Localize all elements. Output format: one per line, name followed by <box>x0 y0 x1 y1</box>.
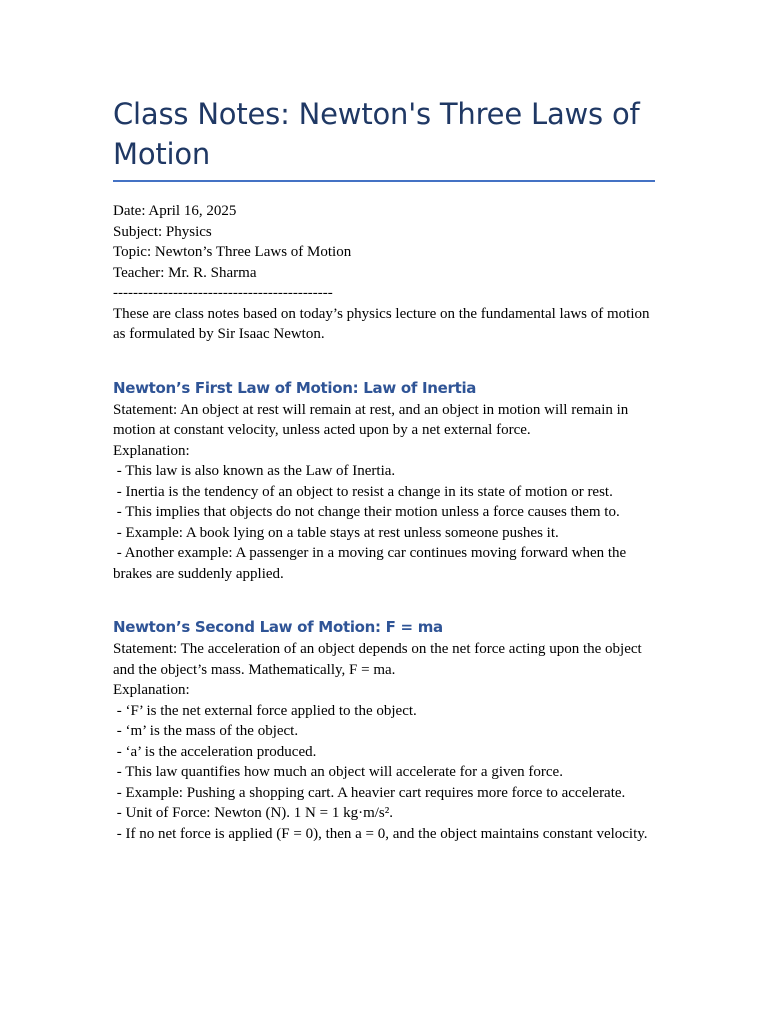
document-title: Class Notes: Newton's Three Laws of Motion <box>113 97 640 171</box>
explanation-label: Explanation: <box>113 682 190 698</box>
section-body-second-law <box>113 639 658 844</box>
explanation-label: Explanation: <box>113 442 190 459</box>
explanation-point: - Another example: A passenger in a moving car continues moving forward when the brakes are suddenly applied. <box>113 545 630 582</box>
explanation-point: - Inertia is the tendency of an object to resist a change in its state of motion or rest. <box>113 483 613 500</box>
teacher-line: Teacher: Mr. R. Sharma <box>113 264 257 281</box>
explanation-point: - ‘m’ is the mass of the object. <box>113 723 299 739</box>
explanation-point: - Example: Pushing a shopping cart. A heavier cart requires more force to accelerate. <box>113 784 626 801</box>
explanation-point: - This law quantifies how much an object will accelerate for a given force. <box>113 764 563 780</box>
section-body-first-law <box>113 400 658 585</box>
topic-line: Topic: Newton’s Three Laws of Motion <box>113 244 352 260</box>
metadata-block <box>113 201 658 345</box>
section-heading-first-law: Newton’s First Law of Motion: Law of Inertia <box>113 378 477 397</box>
subject-line: Subject: Physics <box>113 223 212 240</box>
explanation-point: - ‘F’ is the net external force applied to the object. <box>113 702 417 719</box>
explanation-point: - This implies that objects do not change their motion unless a force causes them to. <box>113 504 620 520</box>
explanation-point: - Example: A book lying on a table stays at rest unless someone pushes it. <box>113 524 559 541</box>
explanation-point: - ‘a’ is the acceleration produced. <box>113 743 317 760</box>
explanation-point: - Unit of Force: Newton (N). 1 N = 1 kg·m/s². <box>113 805 393 821</box>
section-heading-second-law: Newton’s Second Law of Motion: F = ma <box>113 618 443 636</box>
statement-paragraph: Statement: The acceleration of an object depends on the net force acting upon the object and the object’s mass. Mathematically, F = ma. <box>113 641 646 678</box>
explanation-point: - If no net force is applied (F = 0), then a = 0, and the object maintains constant velocity. <box>113 825 648 842</box>
separator-line: -------------------------------------------- <box>113 285 333 301</box>
title-underline <box>113 180 655 182</box>
date-line: Date: April 16, 2025 <box>113 203 237 219</box>
statement-paragraph: Statement: An object at rest will remain at rest, and an object in motion will remain in motion at constant velocity, unless acted upon by a net external force. <box>113 401 633 438</box>
document-page <box>113 94 658 844</box>
explanation-point: - This law is also known as the Law of Inertia. <box>113 463 396 479</box>
intro-paragraph: These are class notes based on today’s physics lecture on the fundamental laws of motion as formulated by Sir Isaac Newton. <box>113 305 654 342</box>
